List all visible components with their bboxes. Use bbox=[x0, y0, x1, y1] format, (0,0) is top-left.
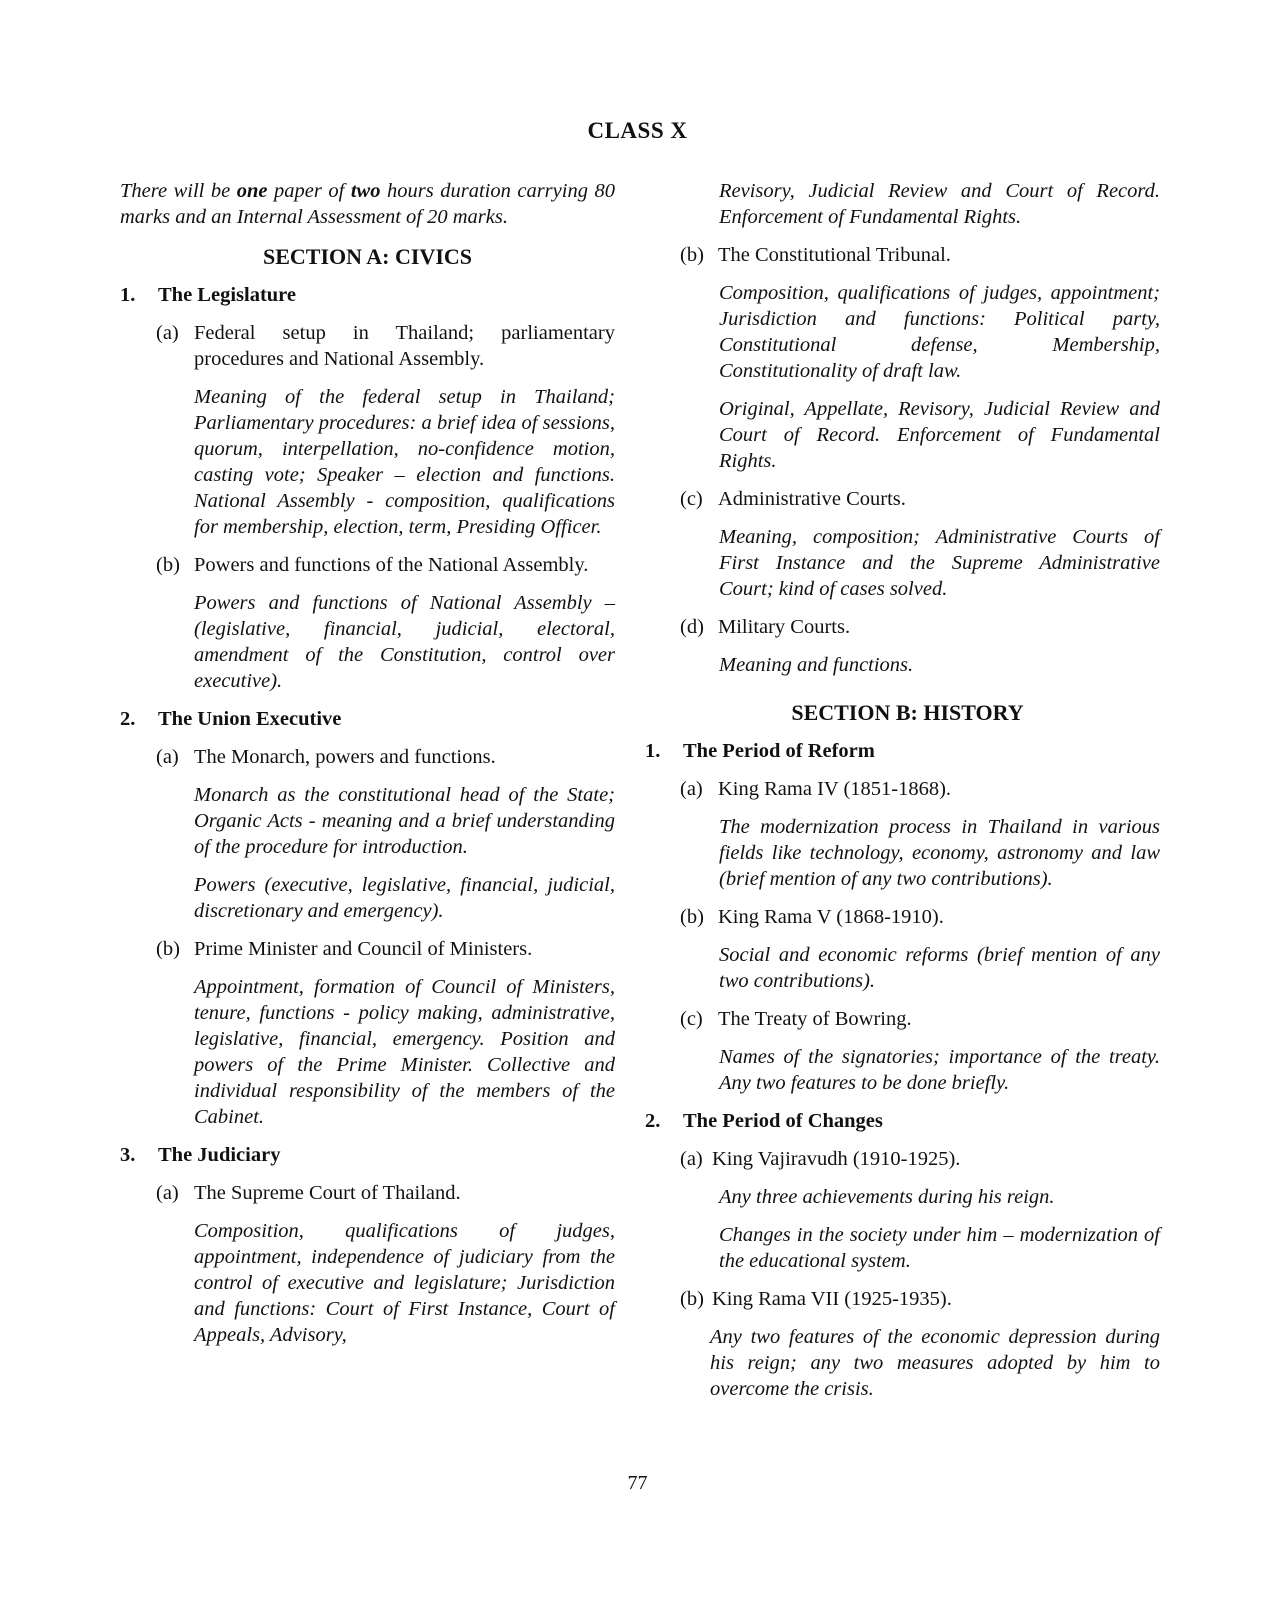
page-title: CLASS X bbox=[587, 118, 688, 143]
subtopic-description: The modernization process in Thailand in various fields like technology, economy, astronomy and law (brief mention of any two contributions). bbox=[719, 816, 1160, 890]
subtopic-description: Monarch as the constitutional head of the State; Organic Acts - meaning and a brief understanding of the procedure for introduction. bbox=[194, 784, 615, 858]
subtopic-description: Composition, qualifications of judges, appointment; Jurisdiction and functions: Political party, Constitutional defense, Membership, Constitutionality of draft law. bbox=[719, 282, 1160, 382]
section-b-heading: SECTION B: HISTORY bbox=[791, 700, 1024, 725]
subtopic-description: Names of the signatories; importance of the treaty. Any two features to be done briefly. bbox=[719, 1046, 1160, 1094]
subtopic-description: Meaning of the federal setup in Thailand; Parliamentary procedures: a brief idea of sessions, quorum, interpellation, no-confidence motion, casting vote; Speaker – election and functions. National Assembly - composition, qualifications for membership, election, term, Presiding Officer. bbox=[194, 386, 615, 538]
topic-period-of-reform: 1. The Period of Reform bbox=[645, 740, 875, 762]
subtopic-description: Powers and functions of National Assembly – (legislative, financial, judicial, electoral, amendment of the Constitution, control over executive). bbox=[194, 592, 615, 692]
subtopic: (c) Administrative Courts. bbox=[680, 488, 906, 510]
page-number: 77 bbox=[627, 1472, 648, 1494]
subtopic: (b) The Constitutional Tribunal. bbox=[680, 244, 951, 266]
subtopic-description: Social and economic reforms (brief mention of any two contributions). bbox=[719, 944, 1160, 992]
topic-union-executive: 2. The Union Executive bbox=[120, 708, 342, 730]
right-column bbox=[645, 178, 1160, 1402]
intro-paragraph: There will be one paper of two hours duration carrying 80 marks and an Internal Assessment of 20 marks. bbox=[120, 180, 615, 228]
section-a-heading: SECTION A: CIVICS bbox=[262, 244, 473, 269]
subtopic: (d) Military Courts. bbox=[680, 616, 851, 638]
subtopic: (a) King Vajiravudh (1910-1925). bbox=[680, 1148, 961, 1170]
topic-judiciary: 3. The Judiciary bbox=[120, 1144, 281, 1166]
continuation-text: Revisory, Judicial Review and Court of Record. Enforcement of Fundamental Rights. bbox=[719, 180, 1160, 228]
subtopic-description: Original, Appellate, Revisory, Judicial Review and Court of Record. Enforcement of Fundamental Rights. bbox=[719, 398, 1160, 472]
subtopic: (c) The Treaty of Bowring. bbox=[680, 1008, 912, 1030]
subtopic: (b) Powers and functions of the National Assembly. bbox=[156, 554, 589, 576]
subtopic-description: Appointment, formation of Council of Ministers, tenure, functions - policy making, administrative, legislative, financial, emergency. Position and powers of the Prime Minister. Collective and individual responsibility of the members of the Cabinet. bbox=[194, 976, 615, 1128]
subtopic: (a) Federal setup in Thailand; parliamentary procedures and National Assembly. bbox=[156, 322, 615, 370]
subtopic-description: Meaning, composition; Administrative Courts of First Instance and the Supreme Administrative Court; kind of cases solved. bbox=[719, 526, 1160, 600]
left-column bbox=[120, 178, 615, 1360]
topic-period-of-changes: 2. The Period of Changes bbox=[645, 1110, 883, 1132]
subtopic-description: Any three achievements during his reign. bbox=[719, 1186, 1055, 1208]
subtopic-description: Changes in the society under him – modernization of the educational system. bbox=[719, 1224, 1160, 1272]
subtopic: (a) King Rama IV (1851-1868). bbox=[680, 778, 952, 800]
subtopic-description: Meaning and functions. bbox=[719, 654, 914, 676]
topic-legislature: 1. The Legislature bbox=[120, 284, 296, 306]
subtopic-description: Composition, qualifications of judges, appointment, independence of judiciary from the control of executive and legislature; Jurisdiction and functions: Court of First Instance, Court of Appeals, Advisory, bbox=[194, 1220, 615, 1346]
subtopic-description: Any two features of the economic depression during his reign; any two measures adopted by him to overcome the crisis. bbox=[710, 1326, 1160, 1400]
subtopic: (b) King Rama V (1868-1910). bbox=[680, 906, 944, 928]
subtopic: (b) Prime Minister and Council of Ministers. bbox=[156, 938, 533, 960]
subtopic: (a) The Supreme Court of Thailand. bbox=[156, 1182, 461, 1204]
subtopic: (a) The Monarch, powers and functions. bbox=[156, 746, 496, 768]
subtopic: (b) King Rama VII (1925-1935). bbox=[680, 1288, 952, 1310]
subtopic-description: Powers (executive, legislative, financial, judicial, discretionary and emergency). bbox=[194, 874, 615, 922]
